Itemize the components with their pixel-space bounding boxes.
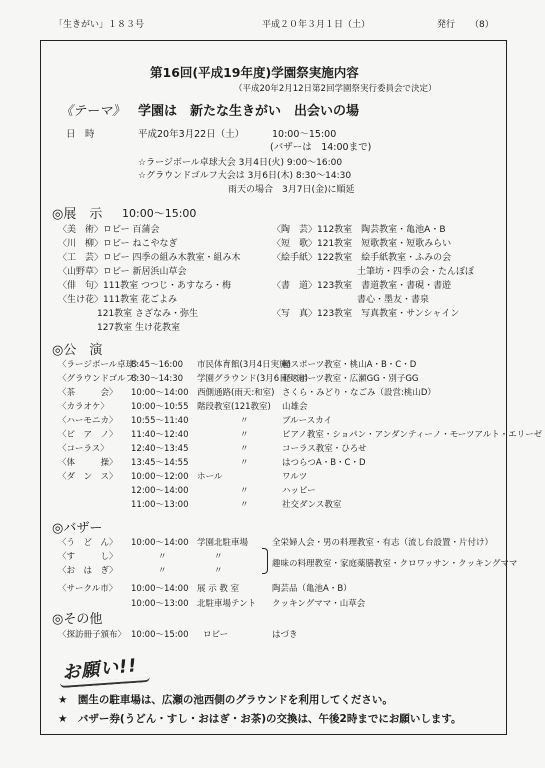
performance-cat: 〈ラージボール卓球〉: [58, 360, 143, 370]
exhibit-left-5: 〈生け花〉111教室 花ごよみ: [58, 295, 178, 305]
bazaar-cat: 〈う ど ん〉: [58, 538, 118, 548]
schedule-rain-note: 雨天の場合 3月7日(金)に順延: [228, 185, 355, 195]
performance-cat: 〈グラウンドゴルフ〉: [58, 374, 143, 384]
performance-place: 〃: [240, 416, 249, 426]
publication-date: 平成２０年３月１日（土）: [262, 20, 371, 30]
performance-place: ホール: [197, 472, 223, 482]
performance-time: 10:00～10:55: [131, 402, 189, 412]
performance-group: ハッピー: [282, 486, 316, 496]
performance-time: 12:40～13:45: [131, 444, 189, 454]
exhibit-right-5: 書心・墨友・書泉: [357, 295, 430, 305]
page-title: 第16回(平成19年度)学園祭実施内容: [150, 65, 359, 80]
theme-label: 《テーマ》: [60, 104, 126, 119]
performance-cat: 〈茶 会〉: [58, 388, 118, 398]
bazaar-place: 〃: [214, 566, 223, 576]
theme-text: 学園は 新たな生きがい 出会いの場: [138, 104, 360, 119]
exhibit-right-0: 〈陶 芸〉112教室 陶芸教室・亀池A・B: [272, 225, 446, 235]
schedule-event-golf: ☆グラウンドゴルフ大会は 3月6日(木) 8:30～14:30: [138, 171, 352, 181]
page-subtitle: （平成20年2月12日第2回学園祭実行委員会で決定）: [234, 84, 437, 94]
performance-time: 8:30～14:30: [131, 374, 184, 384]
publication-name: 「生きがい」１８３号: [54, 20, 145, 30]
performance-cat: 〈ダ ン ス〉: [58, 472, 118, 482]
performance-cat: 〈ハーモニカ〉: [58, 416, 118, 426]
performance-group: はつらつA・B・C・D: [282, 458, 366, 468]
other-place: ロビー: [203, 630, 229, 640]
performance-time: 10:55～11:40: [131, 416, 189, 426]
bazaar-time: 10:00～14:00: [131, 584, 189, 594]
other-category: 〈探訪冊子頒布〉: [58, 630, 127, 640]
exhibition-heading: ◎展 示: [52, 207, 103, 222]
performance-group: ブルースカイ: [282, 416, 332, 426]
other-heading: ◎その他: [52, 612, 103, 627]
bazaar-place: 学園北駐車場: [197, 538, 249, 548]
performance-group: さくら・みどり・なごみ（設営:桃山D）: [282, 388, 436, 398]
bazaar-brace-text: 趣味の料理教室・家庭薬膳教室・クロワッサン・クッキングママ: [272, 559, 518, 569]
page-number: （8）: [470, 20, 494, 30]
exhibit-left-2: 〈工 芸〉ロビー 四季の組み木教室・組み木: [58, 253, 241, 263]
exhibit-right-6: 〈写 真〉123教室 写真教室・サンシャイン: [272, 309, 460, 319]
bazaar-time: 10:00～14:00: [131, 538, 189, 548]
performance-heading: ◎公 演: [52, 343, 103, 358]
performance-time: 13:45～14:55: [131, 458, 189, 468]
performance-place: 階段教室(121教室): [197, 402, 271, 412]
exhibit-left-7: 127教室 生け花教室: [97, 323, 181, 333]
bazaar-cat: 〈お は ぎ〉: [58, 566, 118, 576]
schedule-event-pingpong: ☆ラージボール卓球大会 3月4日(火) 9:00～16:00: [138, 158, 343, 168]
performance-group: ピアノ教室・ショパン・アンダンティーノ・モーツアルト・エリーゼ: [282, 430, 543, 440]
exhibition-time: 10:00～15:00: [122, 207, 197, 220]
performance-group: ワルツ: [282, 472, 308, 482]
bazaar-cat: 〈サークル市〉: [58, 584, 118, 594]
performance-place: 〃: [240, 444, 249, 454]
request-line-parking: ★ 園生の駐車場は、広瀬の池西側のグラウンドを利用してください。: [58, 694, 393, 706]
performance-group: 山雄会: [282, 402, 308, 412]
performance-time: 10:00～14:00: [131, 388, 189, 398]
exhibit-left-1: 〈川 柳〉ロビー ねこやなぎ: [58, 239, 178, 249]
performance-place: 〃: [240, 430, 249, 440]
performance-cat: 〈体 操〉: [58, 458, 118, 468]
performance-place: 〃: [240, 486, 249, 496]
performance-place: 〃: [240, 500, 249, 510]
bazaar-group: 陶芸品（亀池A・B）: [272, 584, 352, 594]
bazaar-heading: ◎バザー: [52, 521, 103, 536]
bazaar-brace: [262, 548, 268, 574]
schedule-label: 日 時: [66, 129, 95, 140]
exhibit-right-1: 〈短 歌〉121教室 短歌教室・短歌みらい: [272, 239, 452, 249]
performance-cat: 〈コーラス〉: [58, 444, 109, 454]
performance-cat: 〈カラオケ〉: [58, 402, 109, 412]
performance-time: 11:00～13:00: [131, 500, 189, 510]
request-line-bazaar: ★ バザー券(うどん・すし・おはぎ・お茶)の交換は、午後2時までにお願いします。: [58, 713, 462, 725]
performance-place: 〃: [240, 458, 249, 468]
exhibit-right-4: 〈書 道〉123教室 書道教室・書硯・書遊: [272, 281, 452, 291]
performance-group: 社交ダンス教室: [282, 500, 342, 510]
performance-place: 市民体育館(3月4日実施): [197, 360, 291, 370]
bazaar-place: 北駐車場テント: [197, 599, 257, 609]
schedule-bazaar-note: (バザーは 14:00まで): [270, 142, 372, 153]
exhibit-right-3: 土筆坊・四季の会・たんぽぽ: [357, 267, 475, 277]
performance-time: 10:00～12:00: [131, 472, 189, 482]
other-group: はづき: [272, 630, 298, 640]
exhibit-left-4: 〈俳 句〉111教室 つつじ・あすなろ・梅: [58, 281, 232, 291]
other-time: 10:00～15:00: [131, 630, 189, 640]
performance-cat: 〈ピ ア ノ〉: [58, 430, 118, 440]
exhibit-left-3: 〈山野草〉ロビー 新居浜山草会: [58, 267, 187, 277]
performance-time: 8:45～16:00: [131, 360, 184, 370]
performance-group: 軽スポーツ教室・桃山A・B・C・D: [282, 360, 417, 370]
exhibit-right-2: 〈絵手紙〉122教室 絵手紙教室・ふみの会: [272, 253, 452, 263]
exhibit-left-6: 121教室 さざなみ・弥生: [97, 309, 199, 319]
performance-place: 学園グラウンド(3月6日実施): [197, 374, 308, 384]
bazaar-group: クッキングママ・山草会: [272, 599, 366, 609]
bazaar-time: 10:00～13:00: [131, 599, 189, 609]
bazaar-place: 〃: [214, 552, 223, 562]
bazaar-group: 全栄婦人会・男の料理教室・有志（流し台設置・片付け）: [272, 538, 494, 548]
performance-time: 12:00～14:00: [131, 486, 189, 496]
request-banner: お願い!!: [61, 655, 139, 684]
issue-label: 発行: [437, 20, 456, 30]
performance-place: 西側通路(雨天:和室): [197, 388, 275, 398]
exhibit-left-0: 〈美 術〉ロビー 百蒲会: [58, 225, 160, 235]
schedule-date: 平成20年3月22日（土）: [138, 129, 245, 140]
bazaar-cat: 〈す し〉: [58, 552, 118, 562]
performance-time: 11:40～12:40: [131, 430, 189, 440]
bazaar-time: 〃: [158, 566, 167, 576]
bazaar-time: 〃: [158, 552, 167, 562]
bazaar-place: 展 示 教 室: [197, 584, 240, 594]
schedule-time: 10:00～15:00: [272, 129, 337, 140]
performance-group: コーラス教室・ひろせ: [282, 444, 367, 454]
performance-group: 軽スポーツ教室・広瀬GG・別子GG: [282, 374, 419, 384]
